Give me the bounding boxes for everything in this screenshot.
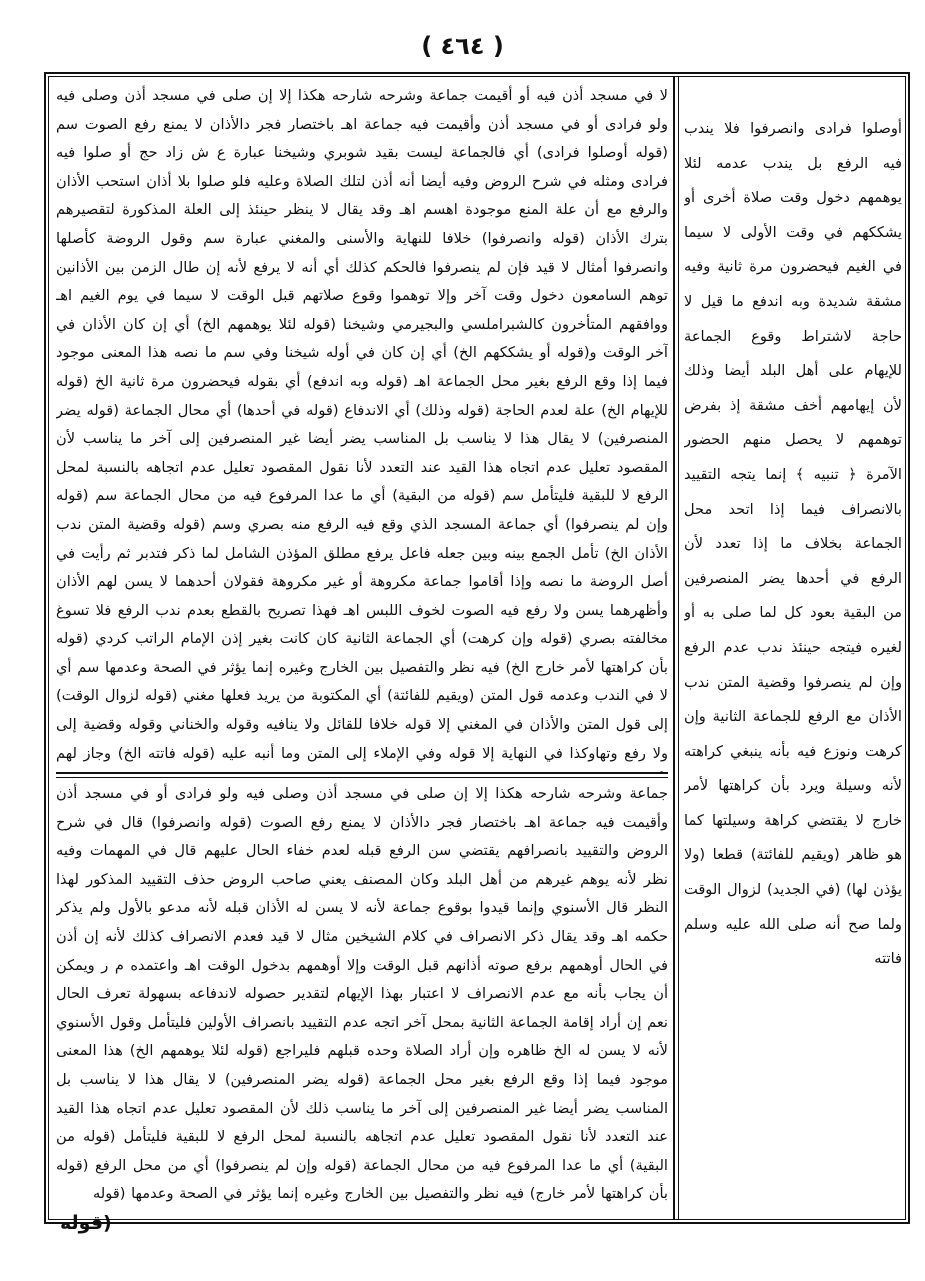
column-divider — [673, 76, 675, 1220]
column-divider-inner — [678, 76, 679, 1220]
section-separator-thin — [56, 777, 668, 778]
side-text-column — [684, 112, 902, 1192]
upper-commentary: لا في مسجد أذن فيه أو أقيمت جماعة وشرحه شارحه هكذا إلا إن صلى في مسجد أذن وصلى فيه ولو فرادى أو في مسجد أذن وأقيمت فيه جماعة اهـ باختصار فجر دالأذان لا يمنع رفع الصوت سم (قوله أوصلوا فرادى) أي فالجماعة ليست بقيد شوبري وشيخنا عبارة ع ش زاد حج أو صلوا فيه فرادى ومثله في شرح الروض وفيه أيضا أنه أذن لتلك الصلاة وعليه فلو صلوا بلا أذان استحب الأذان والرفع مع أن علة المنع موجودة اهسم اهـ وقد يقال لا ينظر حينئذ إلى العلة المذكورة لتقصيرهم بترك الأذان (قوله وانصرفوا) خلافا للنهاية والأسنى والمغني عبارة سم وقول الروضة كأصلها وانصرفوا أمثال لا قيد فإن لم ينصرفوا فالحكم كذلك أي أنه لا يرفع لأنه إن طال الزمن بين الأذانين توهم السامعون دخول وقت آخر وإلا توهموا وقوع صلاتهم قبل الوقت لا سيما في يوم الغيم اهـ ووافقهم المتأخرون كالشبراملسي والبجيرمي وشيخنا (قوله لئلا يوهمهم الخ) أي إن كان الأذان في آخر الوقت و(قوله أو يشككهم الخ) أي إن كان في أوله شيخنا وفي سم ما نصه هذا المعنى موجود فيما إذا وقع الرفع بغير محل الجماعة اهـ (قوله وبه اندفع) أي بقوله فيحضرون مرة ثانية الخ (قوله للإيهام الخ) علة لعدم الحاجة (قوله وذلك) أي الاندفاع (قوله في أحدها) أي محال الجماعة (قوله يضر المنصرفين) لا يقال هذا لا يناسب بل المناسب يضر أيضا غير المنصرفين إلى آخر ما يناسب لأن المقصود تعليل عدم اتجاه هذا القيد عند التعدد لأنا نقول المقصود تعليل عدم اتجاهه بالنسبة لمحل الرفع لا للبقية فليتأمل سم (قوله من البقية) أي ما عدا المرفوع فيه من محال الجماعة سم (قوله وإن لم ينصرفوا) أي جماعة المسجد الذي وقع فيه الرفع منه بصري وسم (قوله وقضية المتن ندب الأذان الخ) تأمل الجمع بينه وبين جعله فاعل يرفع مطلق المؤذن الشامل لما ذكر فتدبر ثم رأيت في أصل الروضة ما نصه وإذا أقاموا جماعة مكروهة أو غير مكروهة فقولان أحدهما لا يسن لهم الأذان وأظهرهما يسن ولا رفع فيه الصوت لخوف اللبس اهـ فهذا تصريح بالقطع بعدم ندب الرفع فلا تسوغ مخالفته بصري (قوله وإن كرهت) أي الجماعة الثانية كان كانت بغير إذن الإمام الراتب كردي (قوله بأن كراهتها لأمر خارج الخ) فيه نظر والتفصيل بين الخارج وغيره إنما يؤثر في الصحة وعدمها سم أي لا في الندب وعدمه قول المتن (ويقيم للفائتة) أي المكتوبة من يريد فعلها مغني (قوله لزوال الوقت) إلى قول المتن والأذان في المغني إلا قوله خلافا للقائل ولا ينافيه وقوله والخناني وقوله وقضية إلى ولا رفع وتهاوكذا في النهاية إلا قوله وفي الإملاء إلى المتن وما أنبه عليه (قوله فاتته الخ) وجاز لهم — [56, 87, 668, 762]
section-separator — [56, 772, 668, 774]
main-text-upper — [56, 82, 668, 772]
catchword: (قوله — [60, 1212, 112, 1234]
side-commentary: أوصلوا فرادى وانصرفوا فلا يندب فيه الرفع بل يندب عدمه لئلا يوهمهم دخول وقت صلاة أخرى أو يشككهم في وقت الأولى لا سيما في الغيم فيحضرون مرة ثانية وفيه مشقة شديدة وبه اندفع ما قيل لا حاجة لاشتراط وقوع الجماعة للإيهام على أهل البلد أيضا وذلك لأن إيهامهم أخف مشقة إذ بفرض توهمهم لا يحصل منهم الحضور الآمرة ﴿ تنبيه ﴾ إنما يتجه التقييد بالانصراف فيما إذا اتحد محل الجماعة بخلاف ما إذا تعدد لأن الرفع في أحدها يضر المنصرفين من البقية بعود كل لما صلى به أو لغيره فيتجه حينئذ ندب عدم الرفع وإن لم ينصرفوا وقضية المتن ندب الأذان مع الرفع للجماعة الثانية وإن كرهت ونوزع فيه بأنه ينبغي كراهته لأنه وسيلة ويرد بأن كراهتها لأمر خارج لا يقتضي كراهة وسيلتها كما هو ظاهر (ويقيم للفائتة) قطعا (ولا يؤذن لها) (في الجديد) لزوال الوقت ولما صح أنه صلى الله عليه وسلم فاتته — [684, 120, 902, 968]
page-number: ( ٤٦٤ ) — [421, 32, 504, 60]
lower-commentary: جماعة وشرحه شارحه هكذا إلا إن صلى في مسجد أذن وصلى فيه ولو فرادى أو في مسجد أذن وأقيمت فيه جماعة اهـ باختصار فجر دالأذان لا يمنع رفع الصوت (قوله وانصرفوا) قال في شرح الروض والتقييد بانصرافهم يقتضي سن الرفع قبله لعدم خفاء الحال عليهم قال في المهمات وفيه نظر لأنه يوهم غيرهم من أهل البلد وكان المصنف يعني صاحب الروض حذف التقييد المذكور لهذا النظر قال الأسنوي وإنما قيدوا بوقوع جماعة لأنه لا يسن له الأذان قبله لأنه مدعو بالأول ولم يذكر حكمه اهـ وقد يقال ذكر الانصراف في كلام الشيخين مثال لا قيد فعدم الانصراف كذلك لأنه إن أذن في الحال أوهمهم برفع صوته أذانهم قبل الوقت وإلا أوهمهم بدخول الوقت اهـ واعتمده م ر ويمكن أن يجاب بأنه مع عدم الانصراف لا اعتبار بهذا الإيهام لتقدير حصوله لاندفاعه بسهولة تعرف الحال نعم إن أراد إقامة الجماعة الثانية بمحل آخر اتجه عدم التقييد بانصراف الأولين فليتأمل وقول الأسنوي لأنه لا يسن له الخ ظاهره وإن أراد الصلاة وحده قبلهم فليراجع (قوله لئلا يوهمهم الخ) هذا المعنى موجود فيما إذا وقع الرفع بغير محل الجماعة (قوله يضر المنصرفين) لا يقال هذا لا يناسب بل المناسب يضر أيضا غير المنصرفين إلى آخر ما يناسب ذلك لأن المقصود تعليل عدم اتجاه هذا القيد عند التعدد لأنا نقول المقصود تعليل عدم اتجاهه بالنسبة لمحل الرفع لا للبقية فليتأمل (قوله من البقية) أي ما عدا المرفوع فيه من محال الجماعة (قوله وإن لم ينصرفوا) أي من محل الرفع (قوله بأن كراهتها لأمر خارج) فيه نظر والتفصيل بين الخارج وغيره إنما يؤثر في الصحة وعدمها (قوله — [56, 785, 668, 1203]
main-text-lower — [56, 780, 668, 1216]
